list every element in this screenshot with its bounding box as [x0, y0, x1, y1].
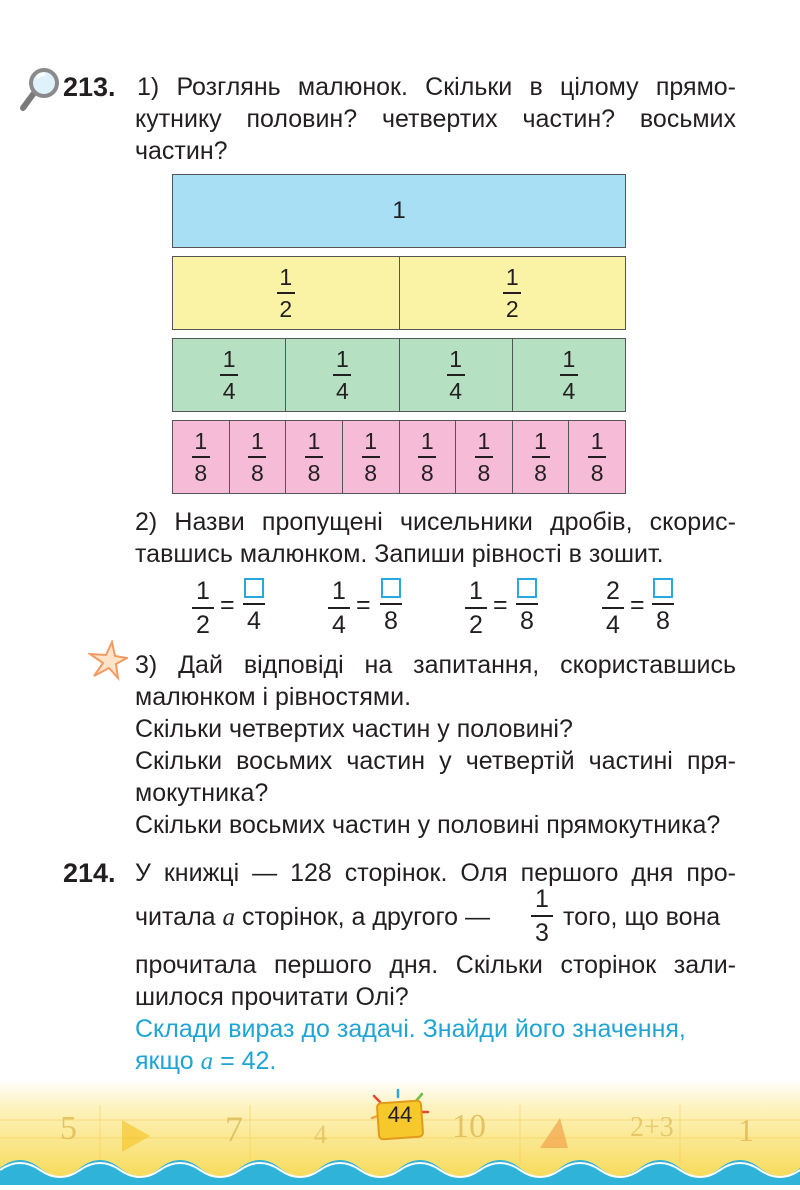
task-213-part3-line: малюнком і рівностями. — [135, 683, 412, 711]
task-213-number: 213. — [63, 72, 116, 102]
task-213-part3-line: Скільки восьмих частин у половині прямокутника? — [135, 811, 721, 839]
decorative-digit: 2+3 — [630, 1112, 674, 1143]
task-213-text-line: кутнику половин? четвертих частин? восьмих — [135, 105, 736, 133]
fraction-cell: 1 4 — [447, 347, 465, 403]
decorative-digit: 7 — [225, 1109, 243, 1149]
task-213-part3-line: мокутника? — [135, 779, 269, 807]
answer-box — [517, 578, 537, 598]
decorative-digit: 10 — [452, 1108, 486, 1145]
task-214-text-line: шилося прочитати Олі? — [135, 983, 409, 1011]
task-213-part3-line: Скільки четвертих частин у половині? — [135, 715, 573, 743]
task-214-text-line: того, що вона — [563, 903, 721, 931]
task-214-number: 214. — [63, 858, 116, 888]
page-number: 44 — [387, 1102, 413, 1127]
decorative-digit: 4 — [314, 1120, 327, 1149]
fraction-cell: 1 8 — [362, 429, 380, 485]
fraction-cell: 1 4 — [220, 347, 238, 403]
decorative-digit: 1 — [738, 1112, 754, 1148]
magnifier-icon — [18, 66, 62, 112]
fraction-cell: 1 8 — [418, 429, 436, 485]
decorative-digit: 5 — [60, 1110, 77, 1147]
halves-row — [172, 256, 626, 330]
fraction-cell: 1 2 — [277, 265, 295, 321]
task-213-part3-line: 3) Дай відповіді на запитання, скориставшись — [135, 651, 736, 679]
star-icon — [88, 640, 128, 682]
fraction-cell: 1 8 — [588, 429, 606, 485]
eighths-row — [172, 420, 626, 494]
fraction-cell: 1 8 — [192, 429, 210, 485]
task-214-instruction-line: якщо a = 42. — [135, 1047, 277, 1075]
task-214-instruction-line: Склади вираз до задачі. Знайди його значення, — [135, 1015, 686, 1043]
fraction-cell: 1 4 — [560, 347, 578, 403]
task-213-part2-line: тавшись малюнком. Запиши рівності в зошит. — [135, 540, 664, 568]
fraction-cell: 1 8 — [248, 429, 266, 485]
task-213-part3-line: Скільки восьмих частин у четвертій частині пря- — [135, 747, 736, 775]
quarters-row — [172, 338, 626, 412]
task-213-text-line: 1) Розглянь малюнок. Скільки в цілому прямо- — [137, 73, 736, 101]
fraction: 1 3 — [531, 886, 553, 946]
fraction-cell: 1 8 — [532, 429, 550, 485]
fraction-cell: 1 8 — [475, 429, 493, 485]
fraction-cell: 1 2 — [503, 265, 521, 321]
fraction-cell: 1 8 — [305, 429, 323, 485]
task-214-text-line: читала a сторінок, а другого — — [135, 903, 490, 931]
task-213-text-line: частин? — [135, 137, 228, 165]
task-214-text-line: прочитала першого дня. Скільки сторінок зали- — [135, 951, 736, 979]
whole-label: 1 — [392, 197, 406, 224]
answer-box — [653, 578, 673, 598]
whole-row — [172, 174, 626, 248]
task-213-part2-line: 2) Назви пропущені чисельники дробів, скорис- — [135, 508, 736, 536]
fraction-cell: 1 4 — [333, 347, 351, 403]
answer-box — [381, 578, 401, 598]
task-214-text-line: У книжці — 128 сторінок. Оля першого дня про- — [135, 859, 736, 887]
answer-box — [244, 578, 264, 598]
